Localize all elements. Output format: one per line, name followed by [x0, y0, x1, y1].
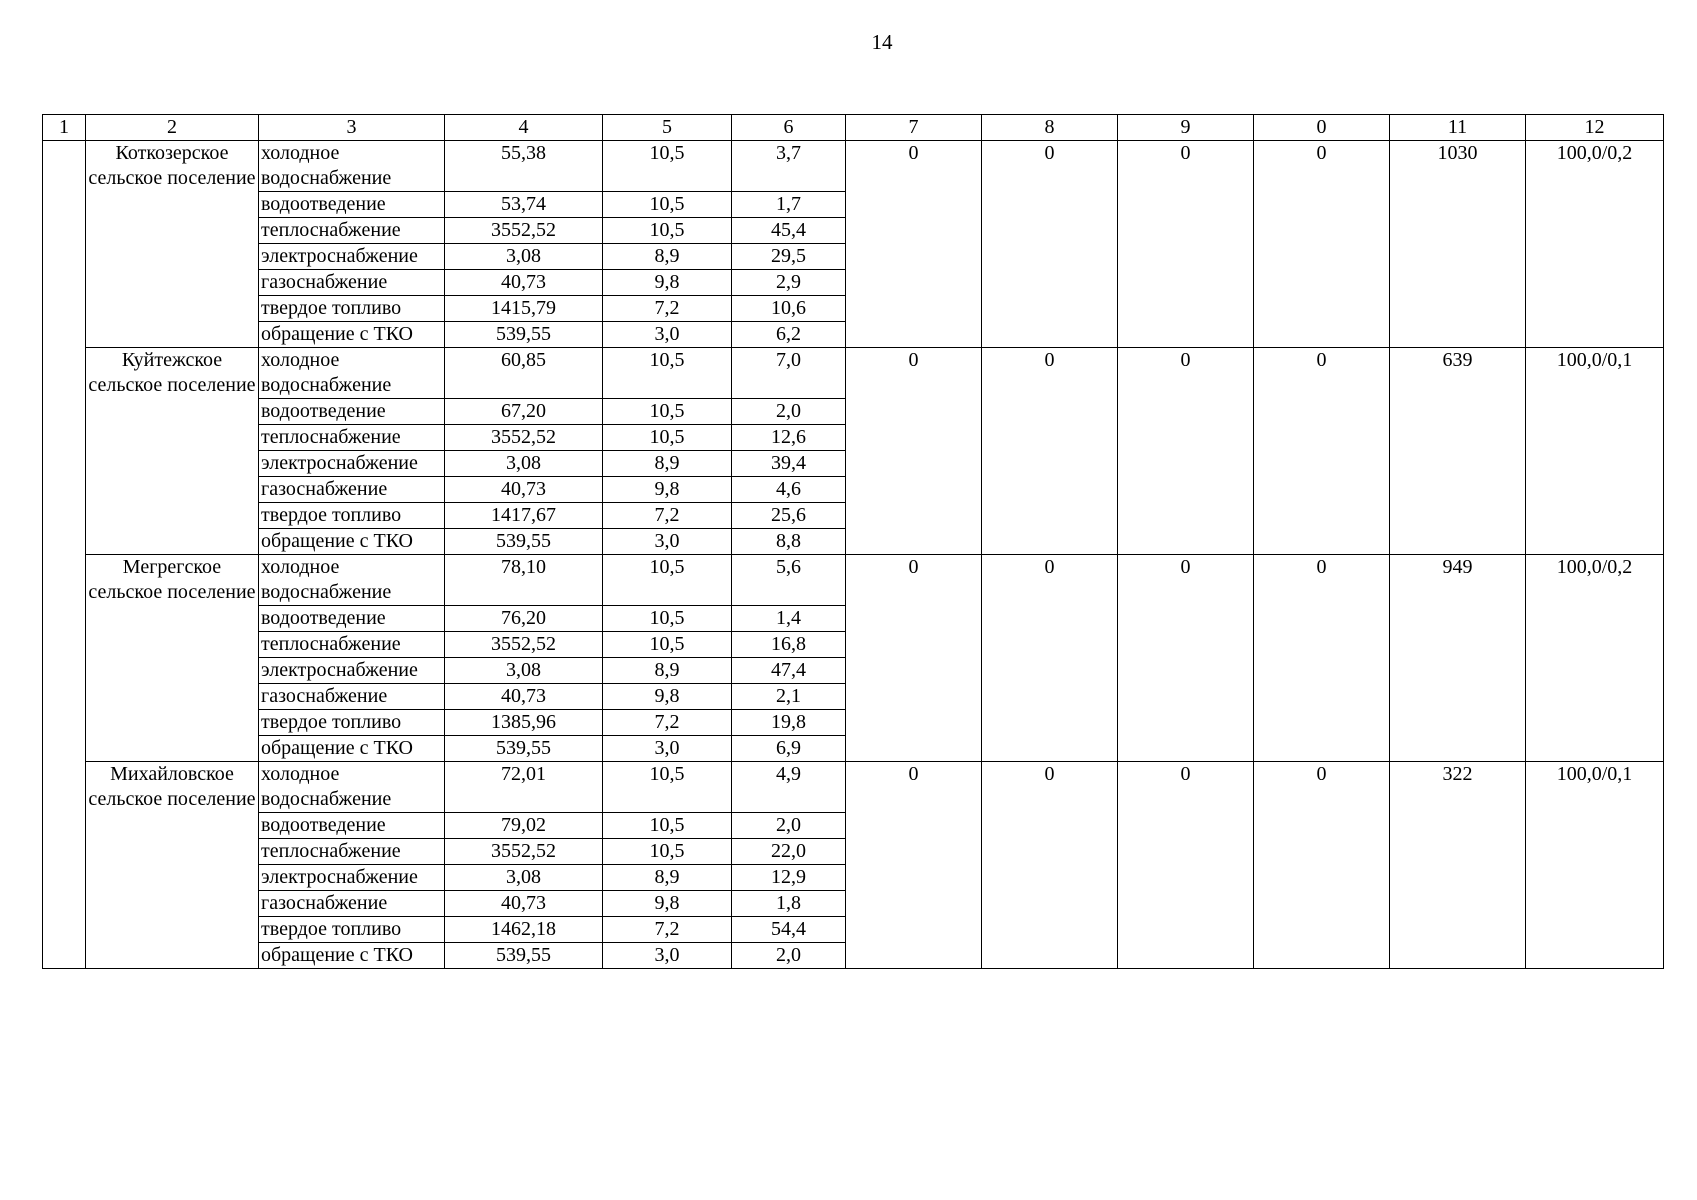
value-cell-col4: 60,85 — [445, 348, 603, 399]
service-name: электроснабжение — [259, 244, 445, 270]
value-cell-c10: 0 — [1254, 762, 1390, 969]
value-cell-c7: 0 — [846, 555, 982, 762]
settlement-name: Михайловское сельское поселение — [86, 762, 259, 969]
value-cell-c10: 0 — [1254, 141, 1390, 348]
value-cell-col6: 47,4 — [732, 658, 846, 684]
value-cell-col5: 10,5 — [603, 425, 732, 451]
value-cell-c9: 0 — [1118, 762, 1254, 969]
value-cell-col4: 76,20 — [445, 606, 603, 632]
column-header: 6 — [732, 115, 846, 141]
service-name: твердое топливо — [259, 296, 445, 322]
value-cell-c12: 100,0/0,1 — [1526, 348, 1664, 555]
service-name: холодное водоснабжение — [259, 141, 445, 192]
value-cell-c11: 1030 — [1390, 141, 1526, 348]
value-cell-col6: 12,9 — [732, 865, 846, 891]
value-cell-col4: 53,74 — [445, 192, 603, 218]
value-cell-col4: 3,08 — [445, 451, 603, 477]
value-cell-col6: 2,9 — [732, 270, 846, 296]
value-cell-col6: 8,8 — [732, 529, 846, 555]
value-cell-col5: 9,8 — [603, 477, 732, 503]
value-cell-col5: 7,2 — [603, 503, 732, 529]
value-cell-col4: 539,55 — [445, 322, 603, 348]
value-cell-col4: 3,08 — [445, 658, 603, 684]
value-cell-col4: 539,55 — [445, 529, 603, 555]
value-cell-c9: 0 — [1118, 348, 1254, 555]
value-cell-col5: 8,9 — [603, 451, 732, 477]
value-cell-col6: 6,2 — [732, 322, 846, 348]
value-cell-col5: 10,5 — [603, 813, 732, 839]
service-name: водоотведение — [259, 813, 445, 839]
value-cell-col5: 10,5 — [603, 348, 732, 399]
table-row — [43, 348, 1664, 399]
value-cell-col5: 8,9 — [603, 865, 732, 891]
value-cell-c7: 0 — [846, 348, 982, 555]
column-header: 1 — [43, 115, 86, 141]
service-name: теплоснабжение — [259, 839, 445, 865]
value-cell-c10: 0 — [1254, 555, 1390, 762]
value-cell-col4: 78,10 — [445, 555, 603, 606]
value-cell-col5: 7,2 — [603, 710, 732, 736]
value-cell-col5: 10,5 — [603, 606, 732, 632]
value-cell-c11: 949 — [1390, 555, 1526, 762]
column-header: 12 — [1526, 115, 1664, 141]
value-cell-col6: 4,6 — [732, 477, 846, 503]
settlement-name: Коткозерское сельское поселение — [86, 141, 259, 348]
value-cell-col6: 45,4 — [732, 218, 846, 244]
service-name: обращение с ТКО — [259, 943, 445, 969]
column-header: 2 — [86, 115, 259, 141]
value-cell-col5: 10,5 — [603, 555, 732, 606]
value-cell-c8: 0 — [982, 762, 1118, 969]
value-cell-col6: 1,8 — [732, 891, 846, 917]
value-cell-col6: 54,4 — [732, 917, 846, 943]
value-cell-col4: 3552,52 — [445, 839, 603, 865]
value-cell-col4: 3552,52 — [445, 425, 603, 451]
service-name: твердое топливо — [259, 503, 445, 529]
column-header: 0 — [1254, 115, 1390, 141]
value-cell-c8: 0 — [982, 141, 1118, 348]
service-name: теплоснабжение — [259, 425, 445, 451]
column-header: 5 — [603, 115, 732, 141]
value-cell-col6: 6,9 — [732, 736, 846, 762]
service-name: теплоснабжение — [259, 632, 445, 658]
value-cell-c12: 100,0/0,2 — [1526, 555, 1664, 762]
value-cell-col4: 72,01 — [445, 762, 603, 813]
value-cell-c7: 0 — [846, 141, 982, 348]
service-name: электроснабжение — [259, 658, 445, 684]
value-cell-col4: 40,73 — [445, 477, 603, 503]
value-cell-col5: 10,5 — [603, 839, 732, 865]
value-cell-col6: 10,6 — [732, 296, 846, 322]
value-cell-col6: 29,5 — [732, 244, 846, 270]
page-number: 14 — [871, 30, 893, 54]
value-cell-c9: 0 — [1118, 141, 1254, 348]
value-cell-col6: 5,6 — [732, 555, 846, 606]
value-cell-col4: 3,08 — [445, 865, 603, 891]
service-name: электроснабжение — [259, 865, 445, 891]
value-cell-col4: 40,73 — [445, 270, 603, 296]
value-cell-c9: 0 — [1118, 555, 1254, 762]
column-header: 11 — [1390, 115, 1526, 141]
column-header: 8 — [982, 115, 1118, 141]
value-cell-col4: 1417,67 — [445, 503, 603, 529]
value-cell-col5: 3,0 — [603, 943, 732, 969]
value-cell-col4: 1415,79 — [445, 296, 603, 322]
service-name: водоотведение — [259, 192, 445, 218]
service-name: обращение с ТКО — [259, 322, 445, 348]
index-column-cell — [43, 141, 86, 969]
value-cell-col6: 1,7 — [732, 192, 846, 218]
service-name: твердое топливо — [259, 710, 445, 736]
value-cell-col6: 39,4 — [732, 451, 846, 477]
value-cell-col5: 7,2 — [603, 917, 732, 943]
service-name: газоснабжение — [259, 270, 445, 296]
service-name: электроснабжение — [259, 451, 445, 477]
service-name: водоотведение — [259, 606, 445, 632]
value-cell-col4: 1462,18 — [445, 917, 603, 943]
value-cell-c10: 0 — [1254, 348, 1390, 555]
value-cell-col5: 10,5 — [603, 218, 732, 244]
value-cell-col5: 9,8 — [603, 891, 732, 917]
value-cell-c8: 0 — [982, 555, 1118, 762]
value-cell-col5: 10,5 — [603, 141, 732, 192]
column-header: 7 — [846, 115, 982, 141]
value-cell-col5: 8,9 — [603, 244, 732, 270]
value-cell-col5: 9,8 — [603, 270, 732, 296]
value-cell-col6: 19,8 — [732, 710, 846, 736]
value-cell-col6: 4,9 — [732, 762, 846, 813]
service-name: холодное водоснабжение — [259, 555, 445, 606]
service-name: теплоснабжение — [259, 218, 445, 244]
value-cell-c7: 0 — [846, 762, 982, 969]
column-header: 9 — [1118, 115, 1254, 141]
value-cell-col6: 22,0 — [732, 839, 846, 865]
value-cell-col4: 40,73 — [445, 891, 603, 917]
value-cell-col5: 10,5 — [603, 632, 732, 658]
service-name: холодное водоснабжение — [259, 348, 445, 399]
value-cell-col5: 9,8 — [603, 684, 732, 710]
service-name: газоснабжение — [259, 891, 445, 917]
value-cell-col6: 25,6 — [732, 503, 846, 529]
value-cell-col6: 3,7 — [732, 141, 846, 192]
value-cell-c11: 639 — [1390, 348, 1526, 555]
value-cell-col4: 3,08 — [445, 244, 603, 270]
value-cell-col4: 3552,52 — [445, 632, 603, 658]
value-cell-col6: 16,8 — [732, 632, 846, 658]
value-cell-col5: 3,0 — [603, 529, 732, 555]
service-name: обращение с ТКО — [259, 736, 445, 762]
value-cell-col4: 55,38 — [445, 141, 603, 192]
service-name: твердое топливо — [259, 917, 445, 943]
service-name: водоотведение — [259, 399, 445, 425]
value-cell-col5: 7,2 — [603, 296, 732, 322]
service-name: холодное водоснабжение — [259, 762, 445, 813]
value-cell-col6: 2,0 — [732, 943, 846, 969]
value-cell-col6: 1,4 — [732, 606, 846, 632]
value-cell-col5: 3,0 — [603, 736, 732, 762]
settlement-name: Мегрегское сельское поселение — [86, 555, 259, 762]
column-header: 3 — [259, 115, 445, 141]
table-row — [43, 762, 1664, 813]
value-cell-col5: 8,9 — [603, 658, 732, 684]
table-row — [43, 141, 1664, 192]
value-cell-c12: 100,0/0,1 — [1526, 762, 1664, 969]
column-header: 4 — [445, 115, 603, 141]
data-table — [42, 114, 1664, 969]
value-cell-col4: 539,55 — [445, 736, 603, 762]
value-cell-c11: 322 — [1390, 762, 1526, 969]
header-row — [43, 115, 1664, 141]
settlement-name: Куйтежское сельское поселение — [86, 348, 259, 555]
value-cell-col5: 10,5 — [603, 192, 732, 218]
value-cell-col6: 2,0 — [732, 399, 846, 425]
value-cell-col5: 10,5 — [603, 762, 732, 813]
value-cell-col4: 1385,96 — [445, 710, 603, 736]
value-cell-col4: 3552,52 — [445, 218, 603, 244]
value-cell-col4: 40,73 — [445, 684, 603, 710]
value-cell-col6: 2,0 — [732, 813, 846, 839]
value-cell-col4: 67,20 — [445, 399, 603, 425]
table-body — [43, 141, 1664, 969]
value-cell-col5: 3,0 — [603, 322, 732, 348]
value-cell-col4: 539,55 — [445, 943, 603, 969]
service-name: газоснабжение — [259, 684, 445, 710]
value-cell-col6: 2,1 — [732, 684, 846, 710]
service-name: обращение с ТКО — [259, 529, 445, 555]
value-cell-col5: 10,5 — [603, 399, 732, 425]
service-name: газоснабжение — [259, 477, 445, 503]
value-cell-c8: 0 — [982, 348, 1118, 555]
value-cell-c12: 100,0/0,2 — [1526, 141, 1664, 348]
value-cell-col6: 12,6 — [732, 425, 846, 451]
value-cell-col4: 79,02 — [445, 813, 603, 839]
value-cell-col6: 7,0 — [732, 348, 846, 399]
table-row — [43, 555, 1664, 606]
